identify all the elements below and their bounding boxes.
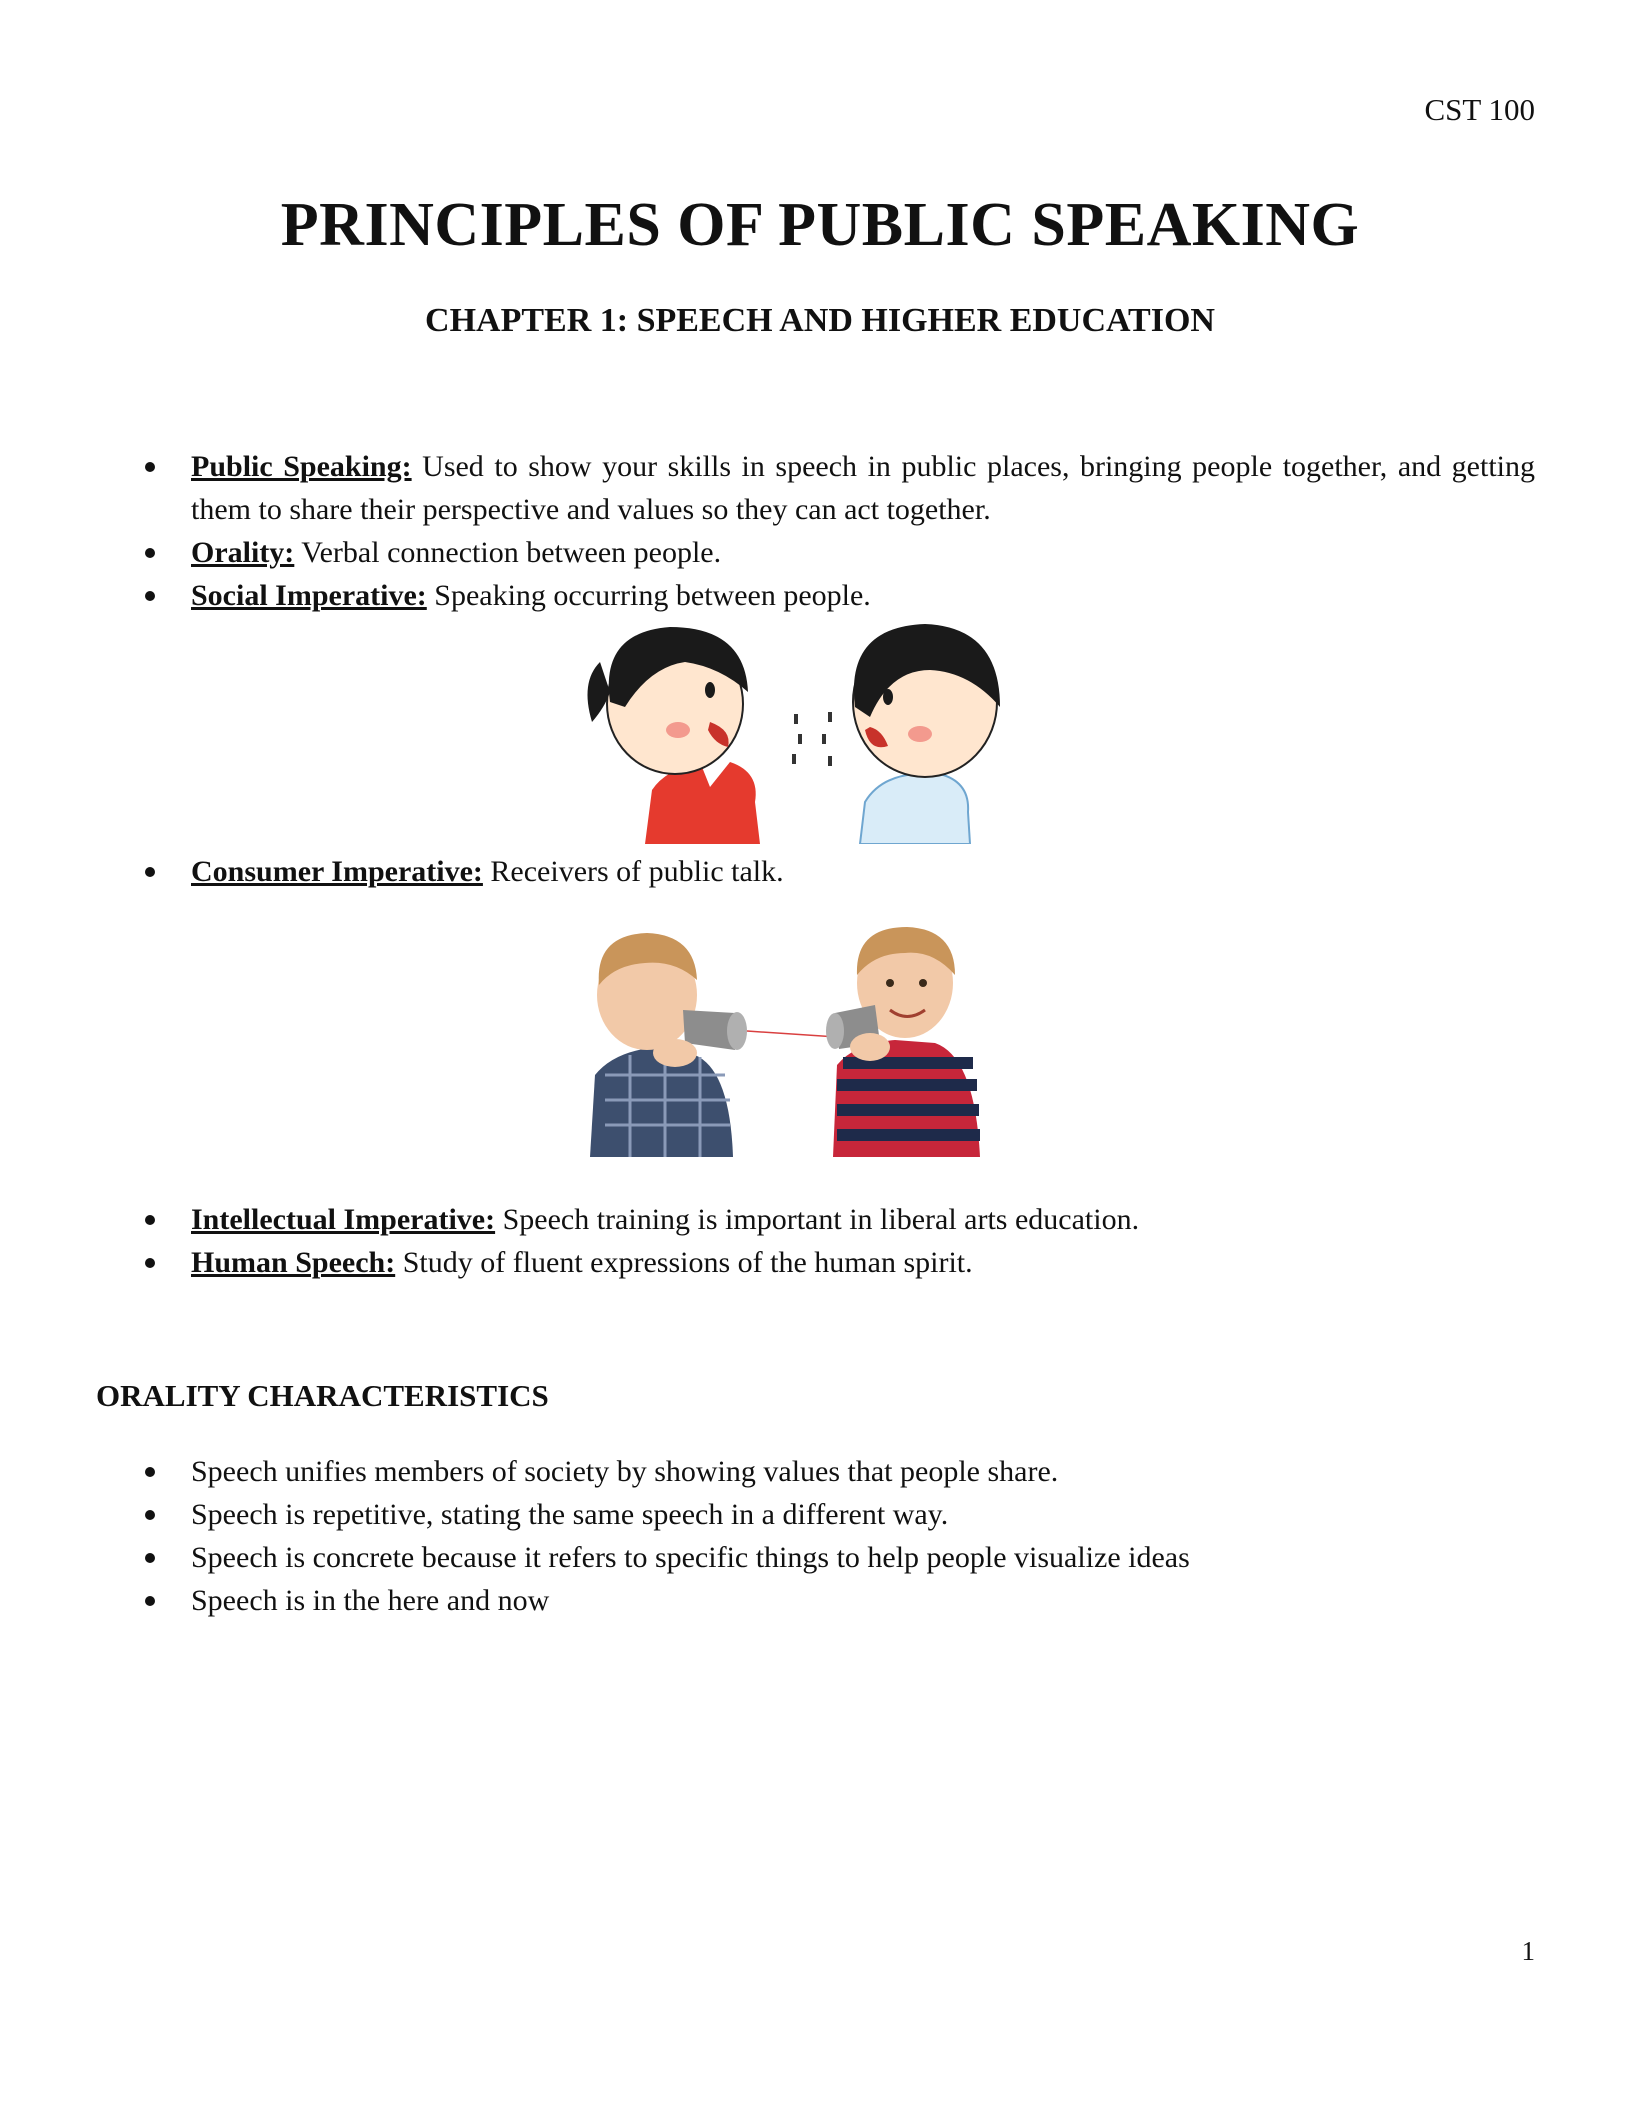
definitions-list-2	[0, 850, 1640, 893]
list-item	[0, 1579, 1640, 1622]
definitions-list-1	[0, 445, 1640, 617]
list-item-text: Speech is in the here and now	[191, 1584, 550, 1617]
bullet-icon	[145, 1467, 155, 1477]
section-heading-orality-characteristics: ORALITY CHARACTERISTICS	[96, 1378, 549, 1413]
definition-term: Public Speaking:	[191, 450, 412, 483]
definition-text: Used to show your skills in speech in public places, bringing people together, and getting them to share their perspective and values so they can act together.	[191, 450, 1536, 526]
left-boy	[590, 933, 747, 1157]
bullet-icon	[145, 867, 155, 877]
speech-marks	[792, 712, 832, 766]
bullet-icon	[145, 462, 155, 472]
cartoon-boy	[853, 624, 1000, 844]
definitions-list-3	[0, 1198, 1640, 1284]
page-number: 1	[1521, 1936, 1535, 1966]
definition-text: Verbal connection between people.	[301, 536, 722, 569]
chapter-subtitle: CHAPTER 1: SPEECH AND HIGHER EDUCATION	[425, 302, 1215, 339]
bullet-icon	[145, 591, 155, 601]
bullet-icon	[145, 1258, 155, 1268]
two-boys-tin-can-phone-icon	[585, 925, 995, 1157]
bullet-icon	[145, 1215, 155, 1225]
definition-text: Receivers of public talk.	[490, 855, 784, 888]
definition-term: Orality:	[191, 536, 295, 569]
orality-characteristics-list	[0, 1450, 1640, 1622]
definition-term: Consumer Imperative:	[191, 855, 483, 888]
list-item-text: Speech unifies members of society by showing values that people share.	[191, 1455, 1059, 1488]
list-item	[0, 1450, 1640, 1493]
definition-item-public-speaking	[0, 445, 1640, 531]
definition-term: Social Imperative:	[191, 579, 427, 612]
right-boy	[826, 927, 980, 1157]
definition-item-consumer-imperative	[0, 850, 1640, 893]
bullet-icon	[145, 1553, 155, 1563]
list-item-text: Speech is repetitive, stating the same speech in a different way.	[191, 1498, 949, 1531]
cartoon-girl	[588, 627, 761, 844]
definition-term: Human Speech:	[191, 1246, 396, 1279]
list-item	[0, 1536, 1640, 1579]
bullet-icon	[145, 1596, 155, 1606]
definition-item-human-speech	[0, 1241, 1640, 1284]
definition-item-orality	[0, 531, 1640, 574]
document-title: PRINCIPLES OF PUBLIC SPEAKING	[280, 191, 1360, 259]
definition-text: Study of fluent expressions of the human spirit.	[402, 1246, 973, 1279]
course-code: CST 100	[1424, 92, 1535, 127]
list-item-text: Speech is concrete because it refers to specific things to help people visualize ideas	[191, 1541, 1190, 1574]
definition-text: Speech training is important in liberal arts education.	[502, 1203, 1140, 1236]
definition-text: Speaking occurring between people.	[434, 579, 871, 612]
definition-item-intellectual-imperative	[0, 1198, 1640, 1241]
bullet-icon	[145, 548, 155, 558]
two-cartoon-children-talking-icon	[570, 612, 1030, 844]
definition-term: Intellectual Imperative:	[191, 1203, 496, 1236]
definition-item-social-imperative	[0, 574, 1640, 617]
bullet-icon	[145, 1510, 155, 1520]
tin-can-string	[747, 1031, 837, 1037]
list-item	[0, 1493, 1640, 1536]
